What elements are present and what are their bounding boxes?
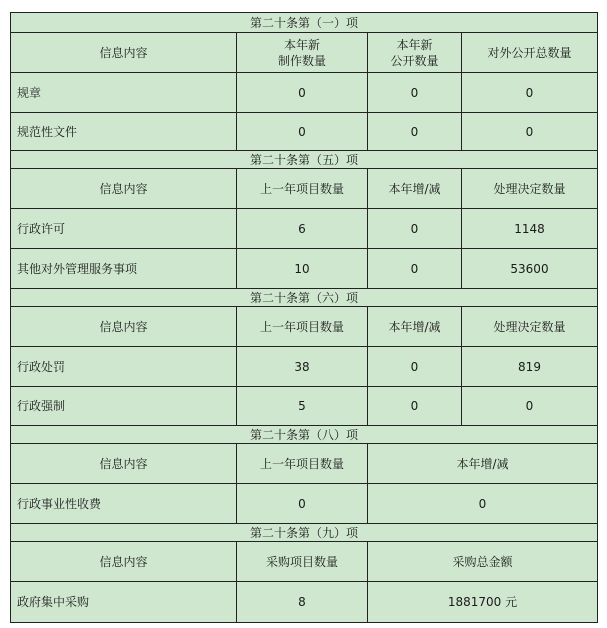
header-cell: 本年增/减 <box>368 307 462 347</box>
table-cell: 8 <box>237 582 368 622</box>
disclosure-table <box>10 12 598 623</box>
table-cell: 0 <box>368 113 462 151</box>
row-label: 其他对外管理服务事项 <box>11 249 237 289</box>
header-cell: 信息内容 <box>11 169 237 209</box>
table-cell: 0 <box>368 73 462 113</box>
header-cell: 信息内容 <box>11 542 237 582</box>
row-label: 规范性文件 <box>11 113 237 151</box>
header-cell: 信息内容 <box>11 307 237 347</box>
header-cell: 上一年项目数量 <box>237 307 368 347</box>
table-cell: 0 <box>368 347 462 387</box>
header-cell: 本年新 制作数量 <box>237 33 368 73</box>
table-cell: 6 <box>237 209 368 249</box>
header-cell: 信息内容 <box>11 33 237 73</box>
table-cell: 1148 <box>462 209 597 249</box>
header-cell: 处理决定数量 <box>462 169 597 209</box>
header-cell: 对外公开总数量 <box>462 33 597 73</box>
table-cell: 0 <box>462 73 597 113</box>
row-label: 行政许可 <box>11 209 237 249</box>
table-cell: 0 <box>368 209 462 249</box>
table-cell: 0 <box>368 484 597 524</box>
section-title: 第二十条第（九）项 <box>11 524 597 542</box>
row-label: 规章 <box>11 73 237 113</box>
table-cell: 819 <box>462 347 597 387</box>
row-label: 行政处罚 <box>11 347 237 387</box>
header-cell: 信息内容 <box>11 444 237 484</box>
row-label: 行政事业性收费 <box>11 484 237 524</box>
header-cell: 上一年项目数量 <box>237 169 368 209</box>
table-cell: 1881700 元 <box>447 595 518 609</box>
section-title: 第二十条第（六）项 <box>11 289 597 307</box>
header-cell: 本年增/减 <box>368 169 462 209</box>
section-title: 第二十条第（五）项 <box>11 151 597 169</box>
header-cell: 本年增/减 <box>368 444 597 484</box>
table-cell: 0 <box>237 73 368 113</box>
header-cell: 采购总金额 <box>368 542 597 582</box>
table-cell: 0 <box>368 387 462 426</box>
table-cell: 0 <box>237 113 368 151</box>
table-cell: 0 <box>368 249 462 289</box>
table-cell: 0 <box>462 387 597 426</box>
table-cell: 10 <box>237 249 368 289</box>
section-title: 第二十条第（八）项 <box>11 426 597 444</box>
section-title: 第二十条第（一）项 <box>11 13 597 33</box>
header-cell: 本年新 公开数量 <box>368 33 462 73</box>
row-label: 行政强制 <box>11 387 237 426</box>
table-cell: 0 <box>237 484 368 524</box>
header-cell: 处理决定数量 <box>462 307 597 347</box>
row-label: 政府集中采购 <box>11 582 237 622</box>
header-cell: 上一年项目数量 <box>237 444 368 484</box>
header-cell: 采购项目数量 <box>237 542 368 582</box>
table-cell: 5 <box>237 387 368 426</box>
table-cell: 53600 <box>462 249 597 289</box>
table-cell: 38 <box>237 347 368 387</box>
table-cell: 0 <box>462 113 597 151</box>
